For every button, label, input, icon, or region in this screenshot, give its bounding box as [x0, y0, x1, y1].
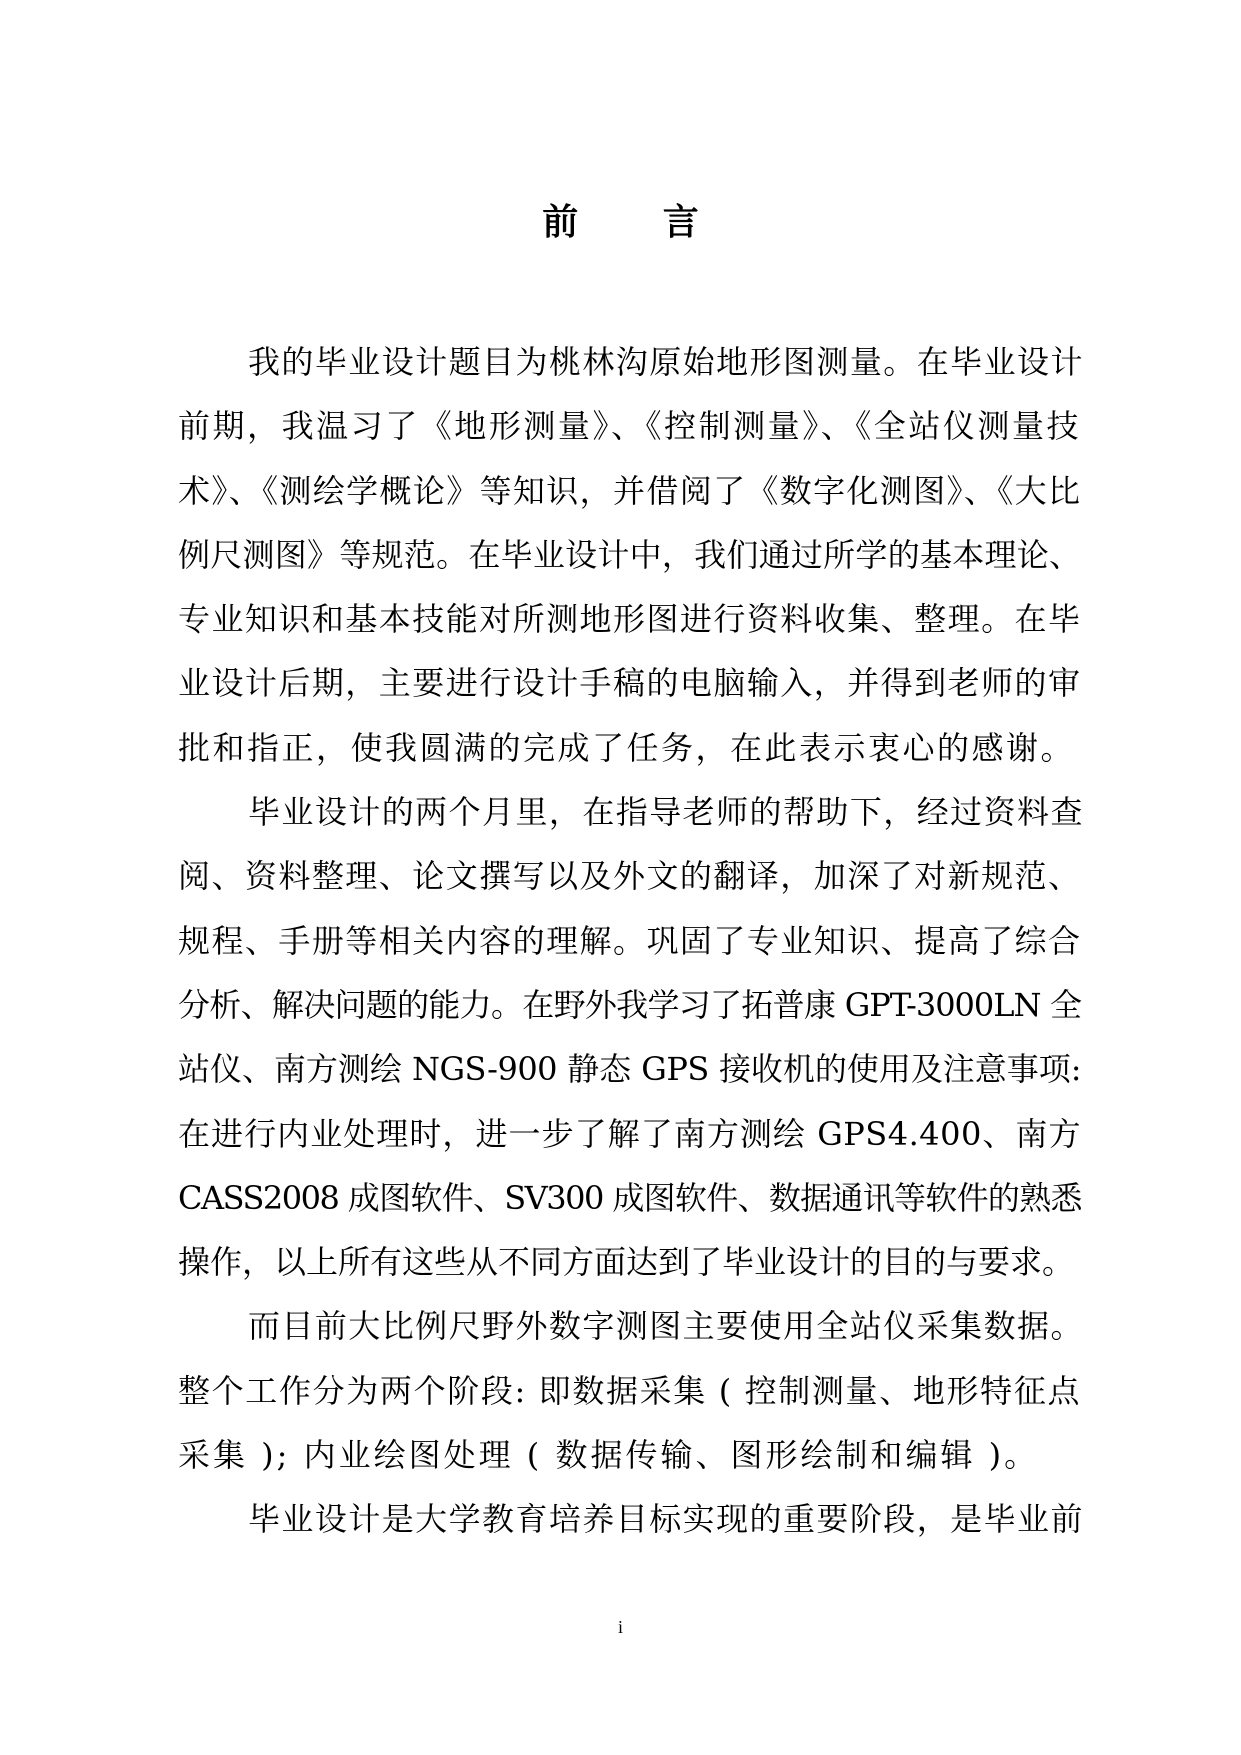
paragraph	[178, 1487, 1081, 1551]
text-line: 前期，我温习了《地形测量》、《控制测量》、《全站仪测量技	[178, 407, 1081, 446]
text-line: 操作，以上所有这些从不同方面达到了毕业设计的目的与要求。	[178, 1243, 1075, 1282]
text-line: 分析、解决问题的能力。在野外我学习了拓普康 GPT-3000LN 全	[178, 985, 1081, 1024]
page-title: 前 言	[542, 201, 735, 243]
text-line: 业设计后期，主要进行设计手稿的电脑输入，并得到老师的审	[178, 664, 1081, 703]
text-line: 采集 ); 内业绘图处理 ( 数据传输、图形绘制和编辑 )。	[178, 1436, 1040, 1475]
text-line: 例尺测图》等规范。在毕业设计中，我们通过所学的基本理论、	[178, 535, 1081, 574]
text-line: 站仪、南方测绘 NGS-900 静态 GPS 接收机的使用及注意事项:	[178, 1050, 1081, 1089]
text-line: 批和指正，使我圆满的完成了任务，在此表示衷心的感谢。	[178, 728, 1076, 767]
preface-body	[178, 330, 1081, 1552]
text-line: 规程、手册等相关内容的理解。巩固了专业知识、提高了综合	[178, 921, 1081, 960]
text-line: 术》、《测绘学概论》等知识，并借阅了《数字化测图》、《大比	[178, 471, 1081, 510]
text-line: 专业知识和基本技能对所测地形图进行资料收集、整理。在毕	[178, 600, 1081, 639]
paragraph	[178, 1294, 1081, 1487]
text-line: 整个工作分为两个阶段: 即数据采集 ( 控制测量、地形特征点	[178, 1371, 1081, 1410]
text-line: 我的毕业设计题目为桃林沟原始地形图测量。在毕业设计	[248, 343, 1081, 381]
paragraph	[178, 330, 1081, 780]
paragraph	[178, 780, 1081, 1294]
text-line: 而目前大比例尺野外数字测图主要使用全站仪采集数据。	[248, 1307, 1081, 1346]
text-line: 毕业设计是大学教育培养目标实现的重要阶段，是毕业前	[248, 1500, 1081, 1539]
page-number: i	[617, 1617, 623, 1637]
text-line: 在进行内业处理时，进一步了解了南方测绘 GPS4.400、南方	[178, 1114, 1081, 1153]
text-line: CASS2008 成图软件、SV300 成图软件、数据通讯等软件的熟悉	[178, 1178, 1081, 1217]
text-line: 阅、资料整理、论文撰写以及外文的翻译，加深了对新规范、	[178, 857, 1081, 896]
text-line: 毕业设计的两个月里，在指导老师的帮助下，经过资料查	[248, 793, 1081, 832]
